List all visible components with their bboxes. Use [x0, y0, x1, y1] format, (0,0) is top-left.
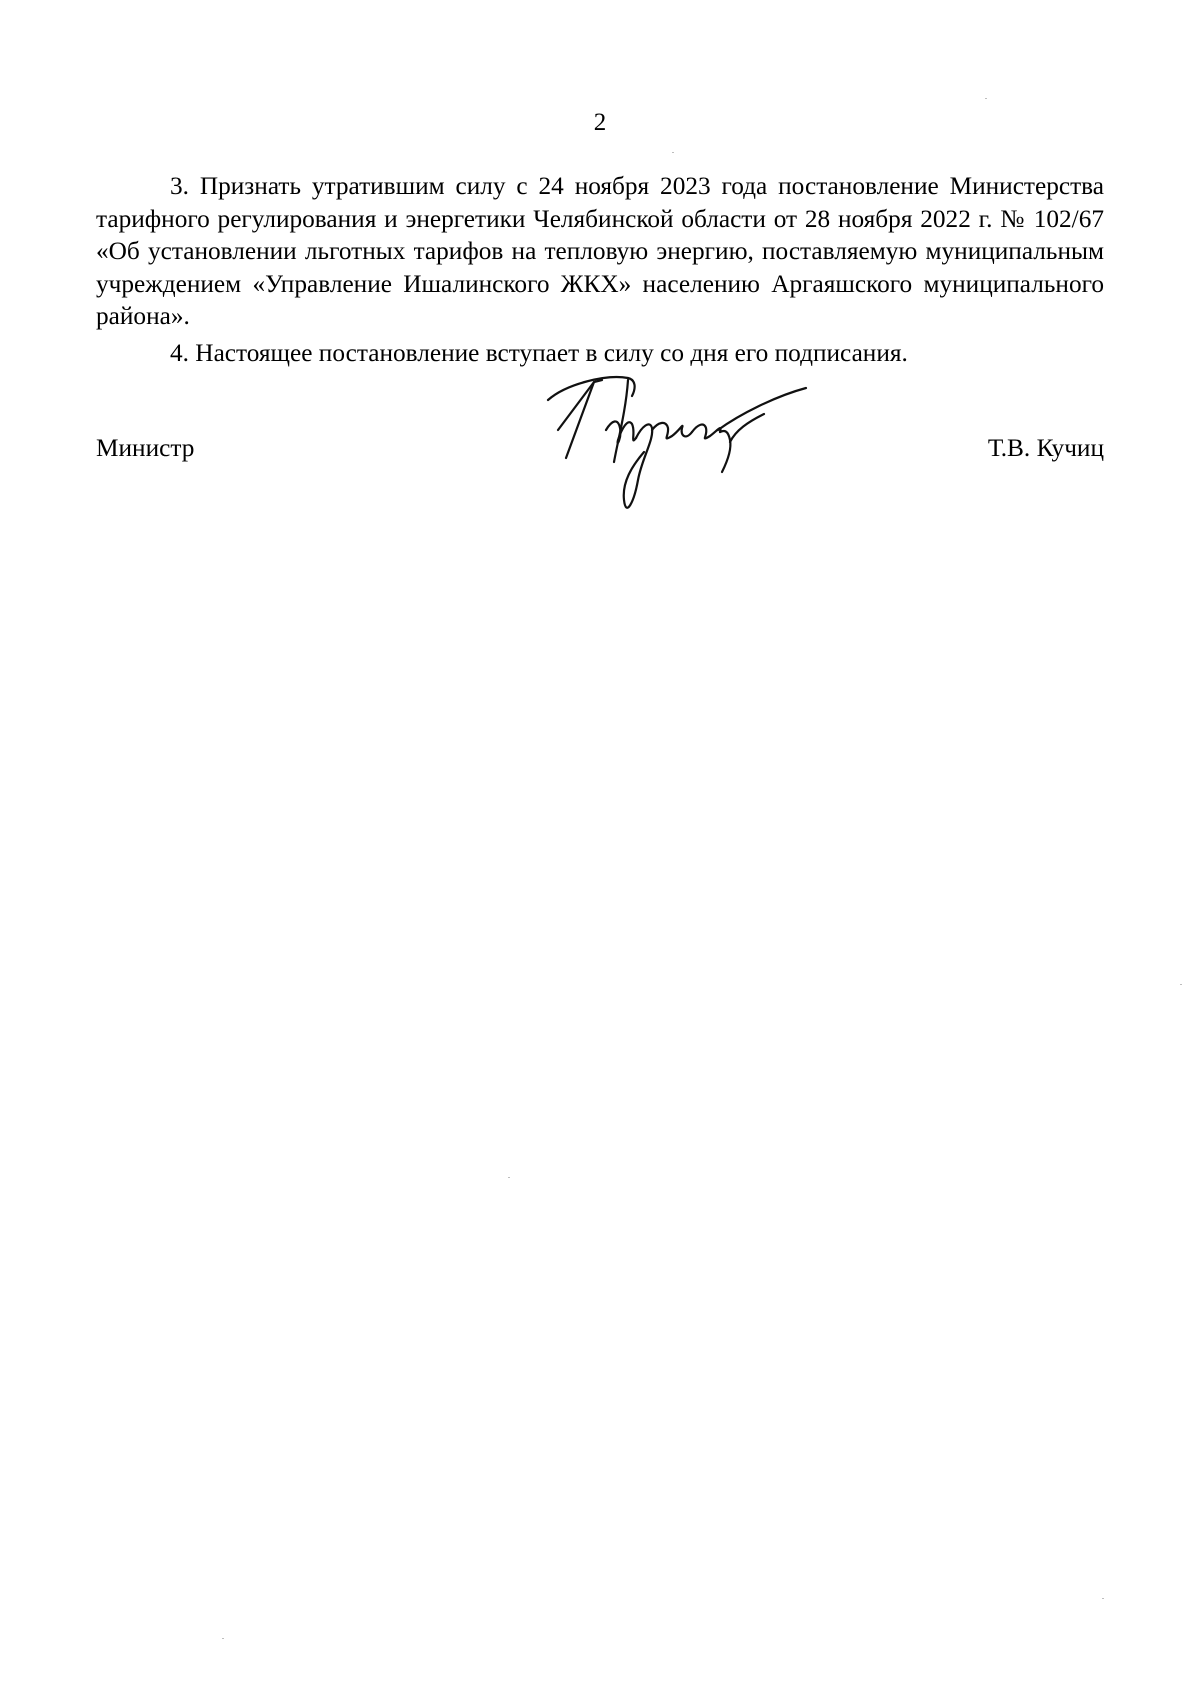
- paragraph-3: 3. Признать утратившим силу с 24 ноября 2023 года постановление Министерства тарифного регулирования и энергетики Челябинской области от 28 ноября 2022 г. № 102/67 «Об установлении льготных тарифов на тепловую энергию, поставляемую муниципальным учреждением «Управление Ишалинского ЖКХ» населению Аргаяшского муниципального района».: [96, 172, 1104, 331]
- document-body: [96, 170, 1104, 370]
- scan-speck: [508, 1177, 510, 1178]
- page-number: 2: [593, 109, 607, 136]
- scan-speck: [1102, 1598, 1104, 1599]
- scan-speck: [672, 152, 674, 153]
- scan-speck: [1180, 984, 1182, 985]
- signatory-name: Т.В. Кучиц: [987, 434, 1104, 462]
- signature-block: [96, 380, 1104, 550]
- scan-speck: [222, 1638, 224, 1639]
- paragraph-4: 4. Настоящее постановление вступает в силу со дня его подписания.: [170, 338, 908, 367]
- scan-speck: [985, 98, 987, 99]
- handwritten-signature: [486, 370, 886, 550]
- signatory-title: Министр: [96, 434, 195, 462]
